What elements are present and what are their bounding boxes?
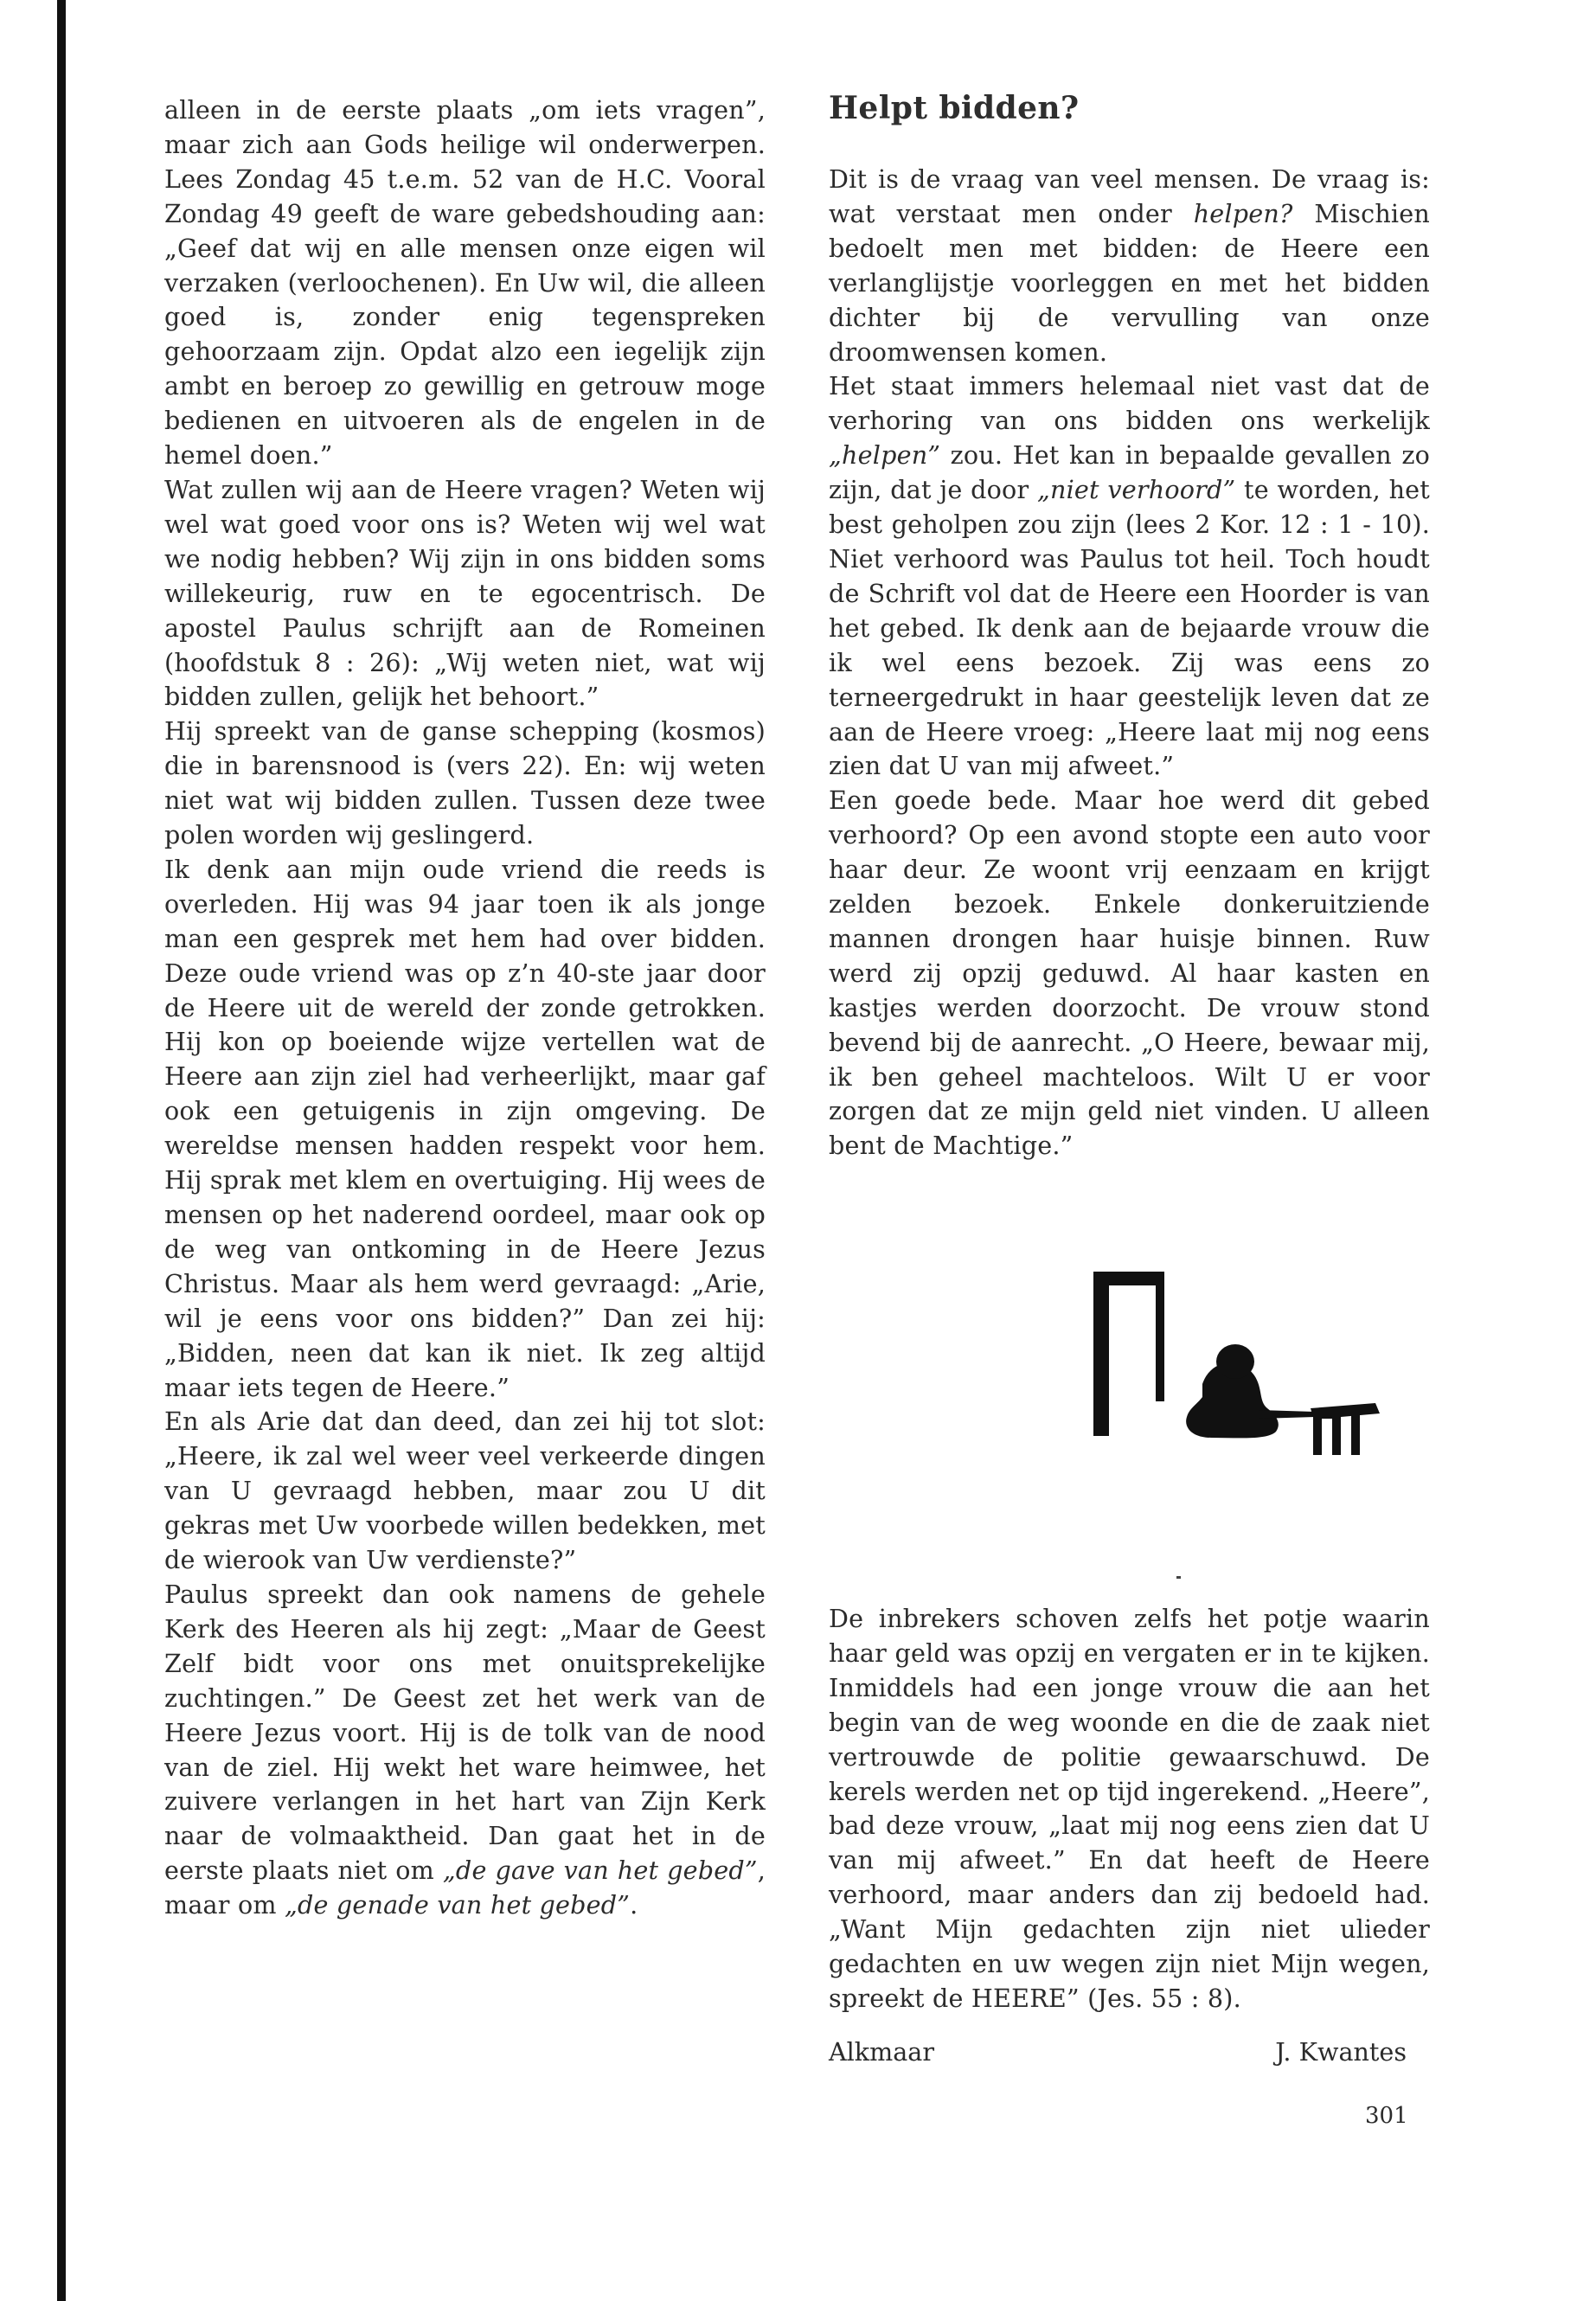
italic-phrase: „niet verhoord”: [1036, 475, 1236, 505]
print-speck: [1176, 1576, 1181, 1579]
author-name: J. Kwantes: [1275, 2037, 1407, 2067]
article-heading: Helpt bidden?: [829, 90, 1080, 126]
signature-row: [829, 2037, 1407, 2067]
italic-phrase: helpen?: [1193, 198, 1293, 228]
page-number: 301: [1365, 2103, 1408, 2129]
italic-phrase: „helpen”: [829, 440, 941, 471]
paragraph-text: Dit is de vraag van veel mensen. De vraag is: wat verstaat men onder: [829, 164, 1430, 228]
paragraph-text: Het staat immers helemaal niet vast dat de verhoring van ons bidden ons werkelijk: [829, 371, 1430, 436]
right-column-lower: [829, 1602, 1430, 2016]
right-column: [829, 163, 1430, 1163]
paragraph: alleen in de eerste plaats „om iets vragen”, maar zich aan Gods heilige wil onderwerpen. Lees Zondag 45 t.e.m. 52 van de H.C. Vooral Zondag 49 geeft de ware gebedshouding aan: „Geef dat wij en alle mensen onze eigen wil verzaken (verloochenen). En Uw wil, die alleen goed is, zonder enig tegenspreken gehoorzaam zijn. Opdat alzo een iegelijk zijn ambt en beroep zo gewillig en getrouw moge bedienen en uitvoeren als de engelen in de hemel doen.”: [164, 95, 766, 471]
paragraph: [829, 369, 1430, 784]
paragraph-text: , maar om: [164, 1856, 766, 1920]
paragraph: Een goede bede. Maar hoe werd dit gebed verhoord? Op een avond stopte een auto voor haar deur. Ze woont vrij eenzaam en krijgt zelden bezoek. Enkele donkeruitziende mannen drongen haar huisje binnen. Ruw werd zij opzij geduwd. Al haar kasten en kastjes werden doorzocht. De vrouw stond bevend bij de aanrecht. „O Heere, bewaar mij, ik ben geheel machteloos. Wilt U er voor zorgen dat ze mijn geld niet vinden. U alleen bent de Machtige.”: [829, 785, 1430, 1161]
paragraph: [829, 163, 1430, 369]
paragraph: Ik denk aan mijn oude vriend die reeds is overleden. Hij was 94 jaar toen ik als jonge man een gesprek met hem had over bidden. Deze oude vriend was op z’n 40-ste jaar door de Heere uit de wereld der zonde getrokken. Hij kon op boeiende wijze vertellen wat de Heere aan zijn ziel had verheerlijkt, maar gaf ook een getuigenis in zijn omgeving. De wereldse mensen hadden respekt voor hem. Hij sprak met klem en overtuiging. Hij wees de mensen op het naderend oordeel, maar ook op de weg van ontkoming in de Heere Jezus Christus. Maar als hem werd gevraagd: „Arie, wil je eens voor ons bidden?” Dan zei hij: „Bidden, neen dat kan ik niet. Ik zeg altijd maar iets tegen de Heere.”: [164, 854, 766, 1402]
paragraph-text: te worden, het best geholpen zou zijn (lees 2 Kor. 12 : 1 - 10). Niet verhoord was Paulus tot heil. Toch houdt de Schrift vol dat de Heere een Hoorder is van het gebed. Ik denk aan de bejaarde vrouw die ik wel eens bezoek. Zij was eens zo terneergedrukt in haar geestelijk leven dat ze aan de Heere vroeg: „Heere laat mij nog eens zien dat U van mij afweet.”: [829, 475, 1430, 781]
paragraph-text: Mischien bedoelt men met bidden: de Heere een verlanglijstje voorleggen en met het bidden dichter bij de vervulling van onze droomwensen komen.: [829, 198, 1431, 367]
paragraph-text: .: [630, 1890, 638, 1920]
italic-phrase: „de genade van het gebed”: [285, 1890, 631, 1920]
paragraph-text: Paulus spreekt dan ook namens de gehele Kerk des Heeren als hij zegt: „Maar de Geest Zelf bidt voor ons met onuitsprekelijke zuchtingen.” De Geest zet het werk van de Heere Jezus voort. Hij is de tolk van de nood van de ziel. Hij wekt het ware heimwee, het zuivere verlangen in het hart van Zijn Kerk naar de volmaaktheid. Dan gaat het in de eerste plaats niet om: [164, 1579, 766, 1886]
kneeling-woman-praying-illustration: [1081, 1254, 1410, 1522]
paragraph-closing: [164, 1578, 766, 1923]
paragraph-text: zou. Het kan in bepaalde gevallen zo zijn, dat je door: [829, 440, 1430, 505]
paragraph: De inbrekers schoven zelfs het potje waarin haar geld was opzij en vergaten er in te kijken. Inmiddels had een jonge vrouw die aan het begin van de weg woonde en die de zaak niet vertrouwde de politie gewaarschuwd. De kerels werden net op tijd ingerekend. „Heere”, bad deze vrouw, „laat mij nog eens zien dat U van mij afweet.” En dat heeft de Heere verhoord, maar anders dan zij bedoeld had. „Want Mijn gedachten zijn niet ulieder gedachten en uw wegen zijn niet Mijn wegen, spreekt de HEERE” (Jes. 55 : 8).: [829, 1604, 1430, 2013]
left-column: [164, 93, 766, 1923]
paragraph: Hij spreekt van de ganse schepping (kosmos) die in barensnood is (vers 22). En: wij weten niet wat wij bidden zullen. Tussen deze twee polen worden wij geslingerd.: [164, 716, 766, 850]
paragraph: Wat zullen wij aan de Heere vragen? Weten wij wel wat goed voor ons is? Weten wij wel wat we nodig hebben? Wij zijn in ons bidden soms willekeurig, ruw en te egocentrisch. De apostel Paulus schrijft aan de Romeinen (hoofdstuk 8 : 26): „Wij weten niet, wat wij bidden zullen, gelijk het behoort.”: [164, 474, 766, 712]
page-binding-edge: [57, 0, 66, 2301]
italic-phrase: „de gave van het gebed”: [442, 1856, 758, 1886]
place-name: Alkmaar: [829, 2037, 934, 2067]
paragraph: En als Arie dat dan deed, dan zei hij tot slot: „Heere, ik zal wel weer veel verkeerde dingen van U gevraagd hebben, maar zou U dit gekras met Uw voorbede willen bedekken, met de wierook van Uw verdienste?”: [164, 1407, 766, 1575]
